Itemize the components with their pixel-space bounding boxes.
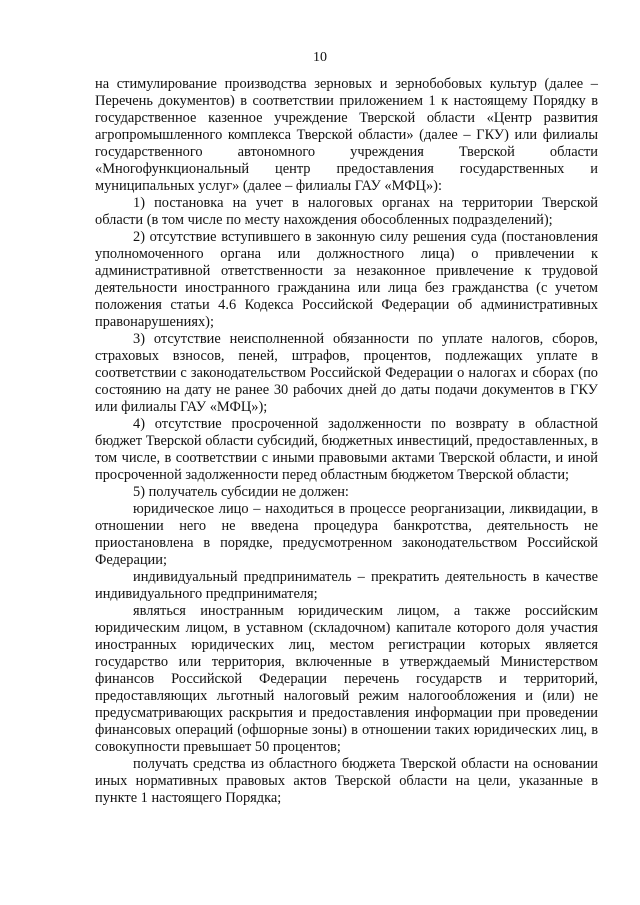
paragraph-item-4: 4) отсутствие просроченной задолженности по возврату в областной бюджет Тверской области субсидий, бюджетных инвестиций, предоставленных, в том числе, в соответствии с иными правовыми актами Тверской области, и иной просроченной задолженности перед областным бюджетом Тверской области; bbox=[95, 416, 598, 483]
paragraph-item-2: 2) отсутствие вступившего в законную силу решения суда (постановления уполномоченного органа или должностного лица) о привлечении к административной ответственности за незаконное привлечение к трудовой деятельности иностранного гражданина или лица без гражданства (с учетом положения статьи 4.6 Кодекса Российской Федерации об административных правонарушениях); bbox=[95, 229, 598, 330]
paragraph-item-5: 5) получатель субсидии не должен: bbox=[133, 484, 349, 500]
paragraph-item-3: 3) отсутствие неисполненной обязанности по уплате налогов, сборов, страховых взносов, пеней, штрафов, процентов, подлежащих уплате в соответствии с законодательством Российской Федерации о налогах и сборах (по состоянию на дату не ранее 30 рабочих дней до даты подачи документов в ГКУ или филиалы ГАУ «МФЦ»); bbox=[95, 331, 598, 415]
document-body bbox=[95, 76, 598, 807]
paragraph-legal-entity: юридическое лицо – находиться в процессе реорганизации, ликвидации, в отношении него не введена процедура банкротства, деятельность не приостановлена в порядке, предусмотренном законодательством Российской Федерации; bbox=[95, 501, 598, 568]
paragraph-budget-funds: получать средства из областного бюджета Тверской области на основании иных нормативных правовых актов Тверской области на цели, указанные в пункте 1 настоящего Порядка; bbox=[95, 756, 598, 806]
paragraph-individual-entrepreneur: индивидуальный предприниматель – прекратить деятельность в качестве индивидуального предпринимателя; bbox=[95, 569, 598, 602]
paragraph-item-1: 1) постановка на учет в налоговых органах на территории Тверской области (в том числе по месту нахождения обособленных подразделений); bbox=[95, 195, 598, 228]
paragraph-foreign-entity: являться иностранным юридическим лицом, а также российским юридическим лицом, в уставном (складочном) капитале которого доля участия иностранных юридических лиц, местом регистрации которых является государство или территория, включенные в утверждаемый Министерством финансов Российской Федерации перечень государств и территорий, предоставляющих льготный налоговый режим налогообложения и (или) не предусматривающих раскрытия и предоставления информации при проведении финансовых операций (офшорные зоны) в отношении таких юридических лиц, в совокупности превышает 50 процентов; bbox=[95, 603, 598, 755]
page-number: 10 bbox=[313, 50, 327, 65]
paragraph-intro: на стимулирование производства зерновых и зернобобовых культур (далее – Перечень документов) в соответствии приложением 1 к настоящему Порядку в государственное казенное учреждение Тверской области «Центр развития агропромышленного комплекса Тверской области» (далее – ГКУ) или филиалы государственного автономного учреждения Тверской области «Многофункциональный центр предоставления государственных и муниципальных услуг» (далее – филиалы ГАУ «МФЦ»): bbox=[95, 76, 598, 194]
